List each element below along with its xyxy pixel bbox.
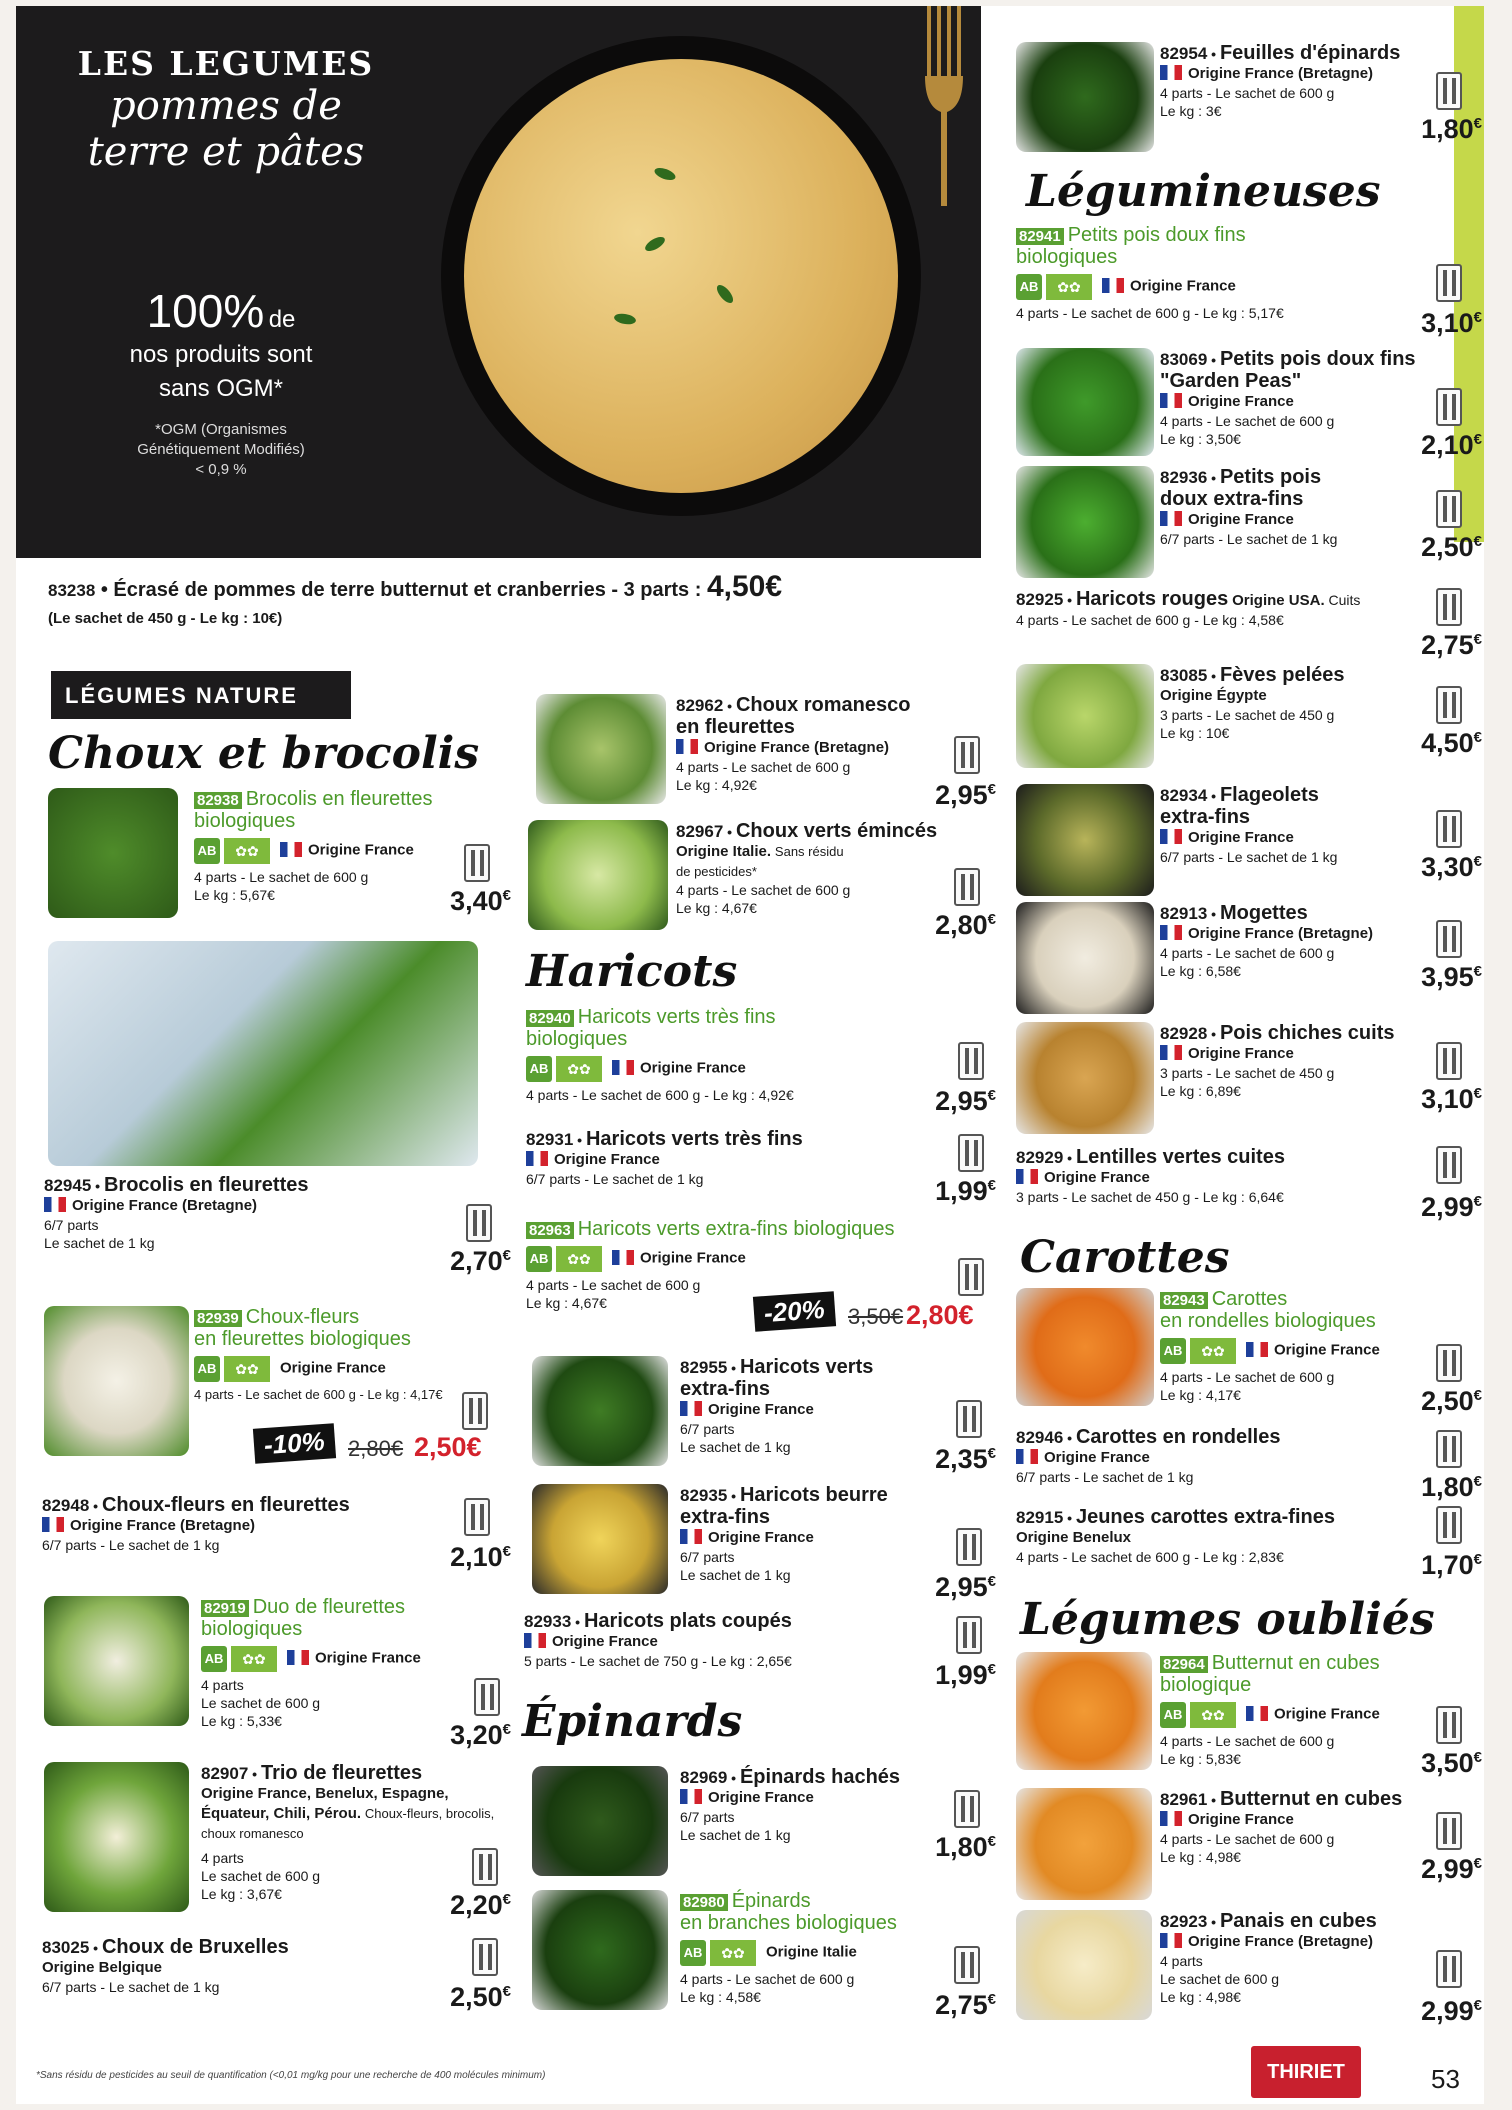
flag-france-icon	[1160, 829, 1182, 844]
flag-france-icon	[612, 1250, 634, 1265]
price: 2,75€	[935, 1990, 996, 2020]
eu-organic-logo: ✿✿	[224, 838, 270, 864]
price: 2,50€	[450, 1982, 511, 2012]
product-image	[532, 1766, 668, 1876]
eu-organic-logo: ✿✿	[1046, 274, 1092, 300]
frozen-icon	[1436, 1344, 1462, 1382]
frozen-icon	[1436, 810, 1462, 848]
price: 2,99€	[1421, 1854, 1482, 1884]
broccoli-salad-image	[48, 941, 478, 1166]
product-image	[1016, 1788, 1152, 1900]
product-image	[44, 1762, 189, 1912]
product-image	[1016, 664, 1154, 768]
gmo-statement: 100% de nos produits sont sans OGM* *OGM (Organismes Génétiquement Modifiés) < 0,9 %	[129, 285, 313, 478]
frozen-icon	[462, 1392, 488, 1430]
price: 2,99€	[1421, 1996, 1482, 2026]
eu-organic-logo: ✿✿	[1190, 1702, 1236, 1728]
product-image	[536, 694, 666, 804]
hero-title: LES LEGUMES pommes de terre et pâtes	[77, 44, 375, 175]
flag-france-icon	[1246, 1342, 1268, 1357]
price: 1,80€	[1421, 114, 1482, 144]
price: 1,99€	[935, 1176, 996, 1206]
frozen-icon	[1436, 388, 1462, 426]
flag-france-icon	[612, 1060, 634, 1075]
frozen-icon	[956, 1400, 982, 1438]
product-82934: 82934 • Flageolets extra-fins Origine France 6/7 parts - Le sachet de 1 kg	[1160, 784, 1338, 865]
ab-organic-logo: AB	[1016, 274, 1042, 300]
category-legumineuses: Légumineuses	[1026, 166, 1381, 217]
product-83085: 83085 • Fèves pelées Origine Égypte 3 parts - Le sachet de 450 g Le kg : 10€	[1160, 664, 1345, 741]
flag-france-icon	[1246, 1706, 1268, 1721]
product-82963: 82963 Haricots verts extra-fins biologiques AB ✿✿ Origine France 4 parts - Le sachet de 600 g Le kg : 4,67€	[526, 1218, 895, 1311]
eu-organic-logo: ✿✿	[710, 1940, 756, 1966]
product-image	[532, 1356, 668, 1466]
frozen-icon	[956, 1528, 982, 1566]
flag-france-icon	[1016, 1449, 1038, 1464]
product-82945: 82945 • Brocolis en fleurettes Origine France (Bretagne) 6/7 parts Le sachet de 1 kg	[44, 1174, 309, 1251]
mashed-potato-image	[464, 59, 898, 493]
product-83025: 83025 • Choux de Bruxelles Origine Belgique 6/7 parts - Le sachet de 1 kg	[42, 1936, 289, 1995]
page-number: 53	[1431, 2064, 1460, 2094]
fork-icon	[921, 6, 967, 206]
frozen-icon	[1436, 1812, 1462, 1850]
product-image	[44, 1596, 189, 1726]
flag-france-icon	[44, 1197, 66, 1212]
price: 1,80€	[1421, 1472, 1482, 1502]
product-82939: 82939 Choux-fleurs en fleurettes biologiques AB ✿✿ Origine France 4 parts - Le sachet de 600 g - Le kg : 4,17€	[194, 1306, 443, 1402]
price: 2,35€	[935, 1444, 996, 1474]
product-image	[48, 788, 178, 918]
product-82948: 82948 • Choux-fleurs en fleurettes Origine France (Bretagne) 6/7 parts - Le sachet de 1 kg	[42, 1494, 350, 1553]
price: 4,50€	[1421, 728, 1482, 758]
flag-france-icon	[680, 1401, 702, 1416]
ab-organic-logo: AB	[1160, 1702, 1186, 1728]
promo-badge: -10%	[253, 1423, 336, 1464]
frozen-icon	[1436, 588, 1462, 626]
price: 3,40€	[450, 886, 511, 916]
product-image	[44, 1306, 189, 1456]
frozen-icon	[1436, 1146, 1462, 1184]
price: 3,30€	[1421, 852, 1482, 882]
product-82943: 82943 Carottes en rondelles biologiques AB ✿✿ Origine France 4 parts - Le sachet de 600 g Le kg : 4,17€	[1160, 1288, 1380, 1403]
flag-france-icon	[1016, 1169, 1038, 1184]
product-82964: 82964 Butternut en cubes biologique AB ✿✿ Origine France 4 parts - Le sachet de 600 g Le kg : 5,83€	[1160, 1652, 1380, 1767]
product-82954: 82954 • Feuilles d'épinards Origine France (Bretagne) 4 parts - Le sachet de 600 g Le kg : 3€	[1160, 42, 1401, 119]
ab-organic-logo: AB	[526, 1246, 552, 1272]
product-image	[532, 1890, 668, 2010]
eu-organic-logo: ✿✿	[556, 1056, 602, 1082]
old-price: 3,50€	[848, 1304, 904, 1329]
price: 3,50€	[1421, 1748, 1482, 1778]
eu-organic-logo: ✿✿	[231, 1646, 277, 1672]
frozen-icon	[954, 1790, 980, 1828]
flag-france-icon	[1160, 1811, 1182, 1826]
product-83069: 83069 • Petits pois doux fins "Garden Peas" Origine France 4 parts - Le sachet de 600 g Le kg : 3,50€	[1160, 348, 1416, 447]
product-82941: 82941 Petits pois doux fins biologiques AB ✿✿ Origine France 4 parts - Le sachet de 600 g - Le kg : 5,17€	[1016, 224, 1284, 321]
frozen-icon	[954, 868, 980, 906]
frozen-icon	[464, 844, 490, 882]
product-82946: 82946 • Carottes en rondelles Origine France 6/7 parts - Le sachet de 1 kg	[1016, 1426, 1281, 1485]
price: 2,80€	[935, 910, 996, 940]
product-82980: 82980 Épinards en branches biologiques AB ✿✿ Origine Italie 4 parts - Le sachet de 600 g Le kg : 4,58€	[680, 1890, 897, 2005]
flag-france-icon	[1160, 393, 1182, 408]
ab-organic-logo: AB	[201, 1646, 227, 1672]
product-image	[532, 1484, 668, 1594]
product-82929: 82929 • Lentilles vertes cuites Origine France 3 parts - Le sachet de 450 g - Le kg : 6,64€	[1016, 1146, 1285, 1205]
price: 1,99€	[935, 1660, 996, 1690]
footnote: *Sans résidu de pesticides au seuil de quantification (<0,01 mg/kg pour une recherche de 400 molécules minimum)	[36, 2070, 546, 2081]
product-82936: 82936 • Petits pois doux extra-fins Origine France 6/7 parts - Le sachet de 1 kg	[1160, 466, 1338, 547]
frozen-icon	[1436, 490, 1462, 528]
price: 2,50€	[1421, 1386, 1482, 1416]
product-82925: 82925 • Haricots rouges Origine USA. Cuits 4 parts - Le sachet de 600 g - Le kg : 4,58€	[1016, 588, 1361, 628]
ab-organic-logo: AB	[194, 1356, 220, 1382]
frozen-icon	[1436, 1706, 1462, 1744]
price: 3,10€	[1421, 308, 1482, 338]
frozen-icon	[956, 1616, 982, 1654]
flag-france-icon	[1160, 1933, 1182, 1948]
product-82919: 82919 Duo de fleurettes biologiques AB ✿✿ Origine France 4 parts Le sachet de 600 g Le kg : 5,33€	[201, 1596, 421, 1729]
frozen-icon	[954, 736, 980, 774]
price: 3,95€	[1421, 962, 1482, 992]
product-82907: 82907 • Trio de fleurettes Origine France, Benelux, Espagne, Équateur, Chili, Pérou. Choux-fleurs, brocolis, choux romanesco 4 parts Le sachet de 600 g Le kg : 3,67€	[201, 1762, 495, 1902]
price: 2,20€	[450, 1890, 511, 1920]
product-82923: 82923 • Panais en cubes Origine France (Bretagne) 4 parts Le sachet de 600 g Le kg : 4,98€	[1160, 1910, 1377, 2005]
product-82955: 82955 • Haricots verts extra-fins Origine France 6/7 parts Le sachet de 1 kg	[680, 1356, 874, 1455]
product-image	[528, 820, 668, 930]
price: 2,99€	[1421, 1192, 1482, 1222]
product-image	[1016, 348, 1154, 456]
product-82940: 82940 Haricots verts très fins biologiques AB ✿✿ Origine France 4 parts - Le sachet de 600 g - Le kg : 4,92€	[526, 1006, 794, 1103]
promo-price: 2,50€	[414, 1432, 482, 1462]
price: 2,75€	[1421, 630, 1482, 660]
frozen-icon	[1436, 72, 1462, 110]
product-image	[1016, 1288, 1154, 1406]
flag-france-icon	[1160, 925, 1182, 940]
flag-france-icon	[680, 1789, 702, 1804]
frozen-icon	[1436, 920, 1462, 958]
category-haricots: Haricots	[526, 946, 738, 997]
frozen-icon	[958, 1042, 984, 1080]
flag-france-icon	[287, 1650, 309, 1665]
section-label: LÉGUMES NATURE	[51, 671, 351, 719]
price: 1,80€	[935, 1832, 996, 1862]
product-image	[1016, 784, 1154, 896]
flag-france-icon	[280, 842, 302, 857]
flag-france-icon	[42, 1517, 64, 1532]
product-82938: 82938 Brocolis en fleurettes biologiques AB ✿✿ Origine France 4 parts - Le sachet de 600 g Le kg : 5,67€	[194, 788, 433, 903]
product-image	[1016, 1652, 1152, 1770]
hero-caption: 83238 • Écrasé de pommes de terre butternut et cranberries - 3 parts : 4,50€ (Le sachet de 450 g - Le kg : 10€)	[48, 570, 783, 627]
product-82915: 82915 • Jeunes carottes extra-fines Origine Benelux 4 parts - Le sachet de 600 g - Le kg : 2,83€	[1016, 1506, 1335, 1565]
price: 2,95€	[935, 1572, 996, 1602]
hero-banner	[16, 6, 981, 558]
frozen-icon	[1436, 264, 1462, 302]
flag-france-icon	[1102, 278, 1124, 293]
frozen-icon	[472, 1938, 498, 1976]
frozen-icon	[472, 1848, 498, 1886]
product-82928: 82928 • Pois chiches cuits Origine France 3 parts - Le sachet de 450 g Le kg : 6,89€	[1160, 1022, 1395, 1099]
frozen-icon	[1436, 1950, 1462, 1988]
eu-organic-logo: ✿✿	[1190, 1338, 1236, 1364]
flag-france-icon	[524, 1633, 546, 1648]
product-82935: 82935 • Haricots beurre extra-fins Origine France 6/7 parts Le sachet de 1 kg	[680, 1484, 888, 1583]
old-price: 2,80€	[348, 1436, 404, 1461]
price: 2,95€	[935, 1086, 996, 1116]
product-image	[1016, 466, 1154, 578]
product-image	[1016, 902, 1154, 1014]
product-82967: 82967 • Choux verts émincés Origine Italie. Sans résidu de pesticides* 4 parts - Le sachet de 600 g Le kg : 4,67€	[676, 820, 938, 916]
price: 2,10€	[450, 1542, 511, 1572]
product-82961: 82961 • Butternut en cubes Origine France 4 parts - Le sachet de 600 g Le kg : 4,98€	[1160, 1788, 1403, 1865]
product-82913: 82913 • Mogettes Origine France (Bretagne) 4 parts - Le sachet de 600 g Le kg : 6,58€	[1160, 902, 1374, 979]
product-image	[1016, 1022, 1154, 1134]
thiriet-logo: THIRIET	[1251, 2046, 1361, 2098]
product-82933: 82933 • Haricots plats coupés Origine France 5 parts - Le sachet de 750 g - Le kg : 2,65€	[524, 1610, 792, 1669]
price: 2,70€	[450, 1246, 511, 1276]
frozen-icon	[1436, 686, 1462, 724]
promo-badge: -20%	[753, 1291, 836, 1332]
flag-france-icon	[526, 1151, 548, 1166]
product-image	[1016, 1910, 1152, 2020]
ab-organic-logo: AB	[1160, 1338, 1186, 1364]
category-choux: Choux et brocolis	[48, 728, 480, 779]
frozen-icon	[474, 1678, 500, 1716]
eu-organic-logo: ✿✿	[556, 1246, 602, 1272]
flag-france-icon	[1160, 1045, 1182, 1060]
frozen-icon	[958, 1134, 984, 1172]
ab-organic-logo: AB	[680, 1940, 706, 1966]
flag-france-icon	[680, 1529, 702, 1544]
category-legumes-oublies: Légumes oubliés	[1020, 1594, 1435, 1645]
frozen-icon	[1436, 1042, 1462, 1080]
product-82962: 82962 • Choux romanesco en fleurettes Origine France (Bretagne) 4 parts - Le sachet de 600 g Le kg : 4,92€	[676, 694, 911, 793]
catalog-page	[16, 6, 1484, 2104]
price: 2,95€	[935, 780, 996, 810]
frozen-icon	[1436, 1430, 1462, 1468]
ab-organic-logo: AB	[194, 838, 220, 864]
category-epinards: Épinards	[522, 1696, 743, 1747]
price: 3,20€	[450, 1720, 511, 1750]
product-image	[1016, 42, 1154, 152]
frozen-icon	[954, 1946, 980, 1984]
flag-france-icon	[676, 739, 698, 754]
product-82969: 82969 • Épinards hachés Origine France 6/7 parts Le sachet de 1 kg	[680, 1766, 901, 1843]
eu-organic-logo: ✿✿	[224, 1356, 270, 1382]
frozen-icon	[466, 1204, 492, 1242]
promo-price: 2,80€	[906, 1300, 974, 1330]
price: 1,70€	[1421, 1550, 1482, 1580]
price: 2,10€	[1421, 430, 1482, 460]
price: 3,10€	[1421, 1084, 1482, 1114]
frozen-icon	[464, 1498, 490, 1536]
frozen-icon	[1436, 1506, 1462, 1544]
frozen-icon	[958, 1258, 984, 1296]
flag-france-icon	[1160, 65, 1182, 80]
flag-france-icon	[1160, 511, 1182, 526]
category-carottes: Carottes	[1020, 1232, 1230, 1283]
ab-organic-logo: AB	[526, 1056, 552, 1082]
price: 2,50€	[1421, 532, 1482, 562]
product-82931: 82931 • Haricots verts très fins Origine France 6/7 parts - Le sachet de 1 kg	[526, 1128, 803, 1187]
